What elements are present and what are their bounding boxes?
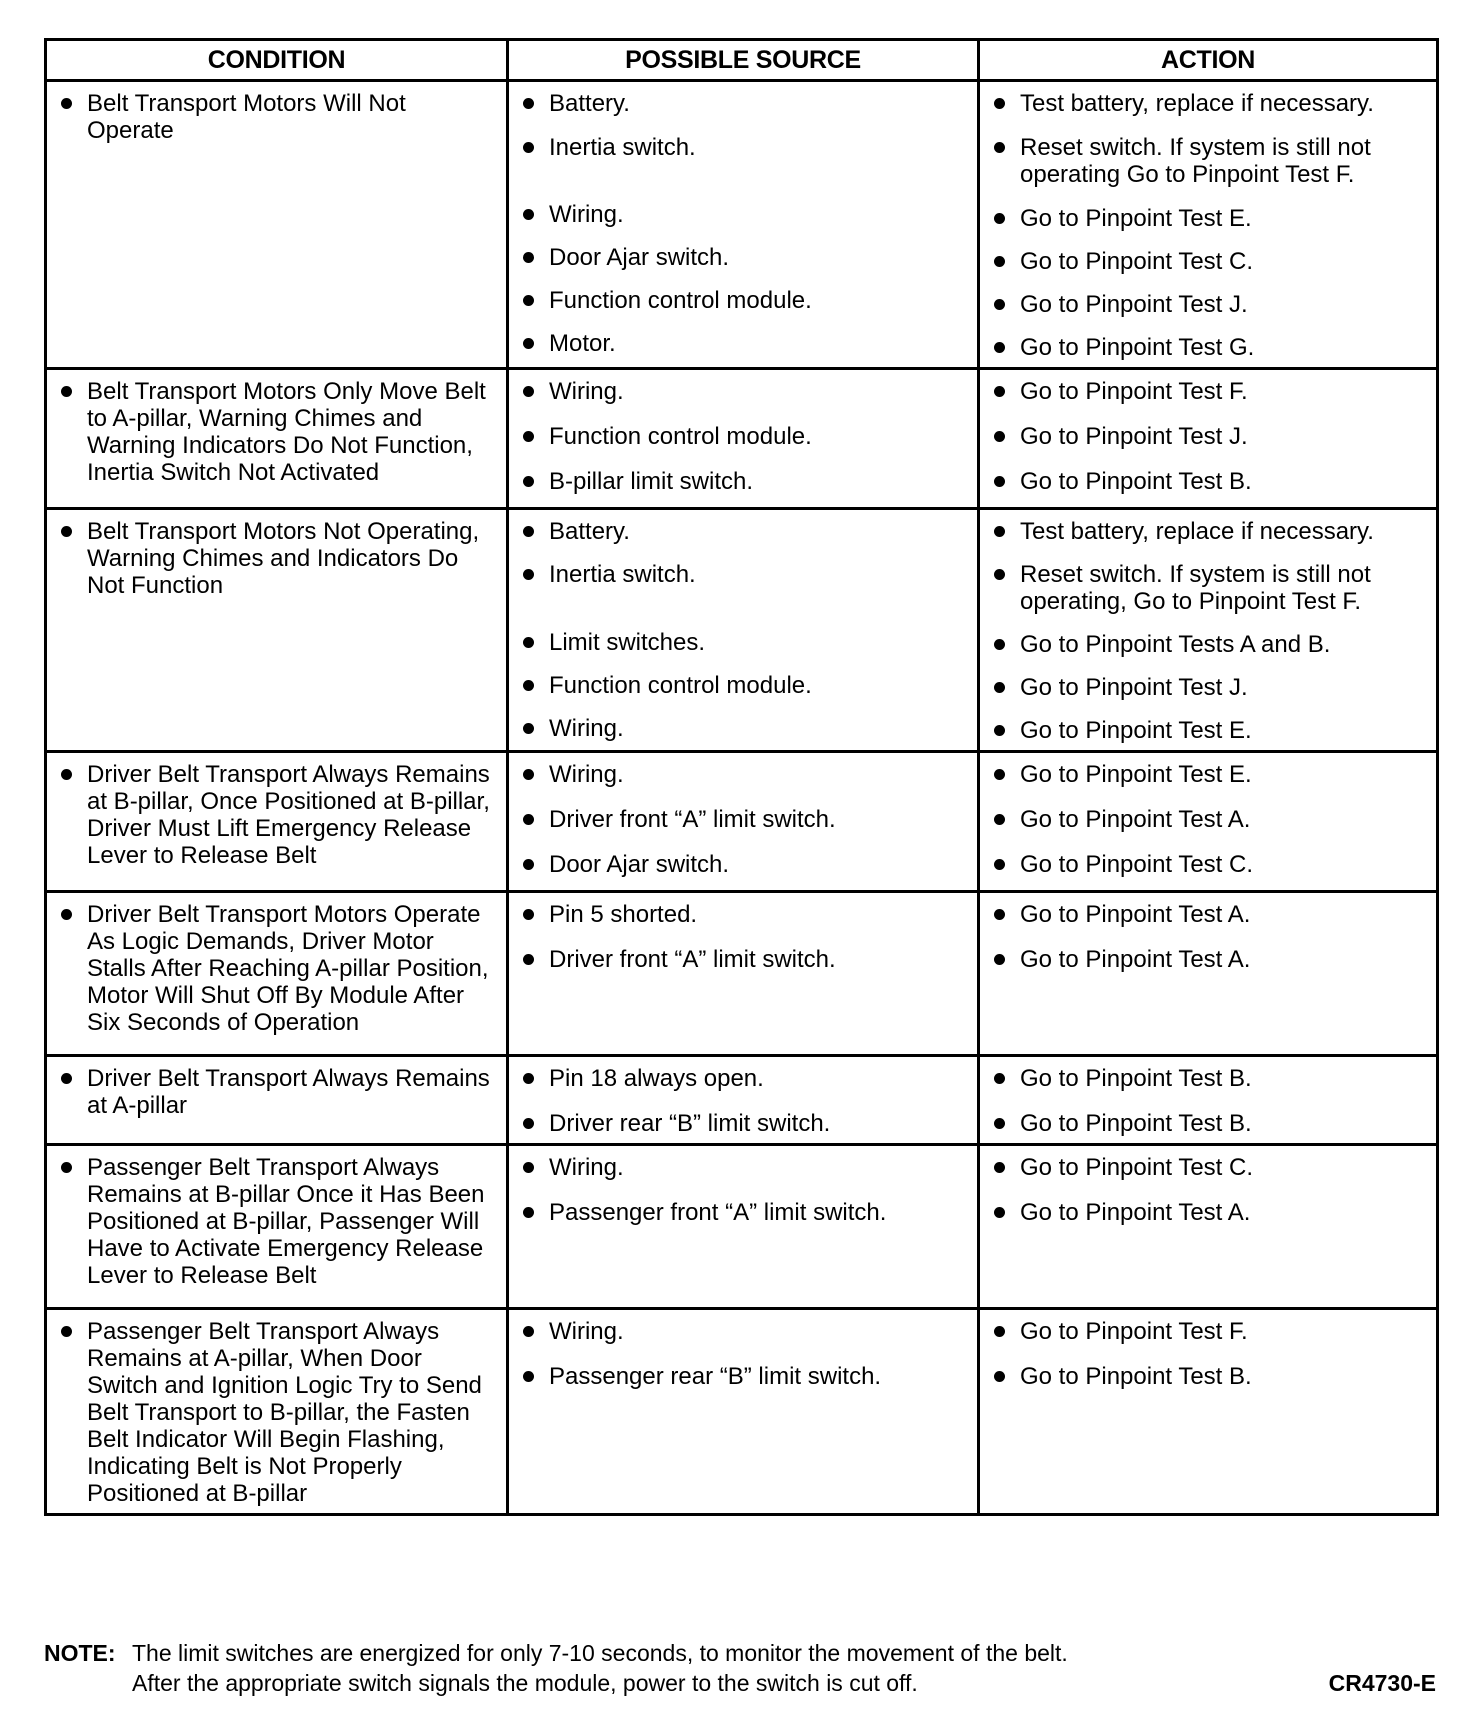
- header-possible-source: POSSIBLE SOURCE: [508, 40, 979, 81]
- action-item: [990, 674, 1426, 701]
- source-item: [519, 287, 967, 314]
- source-item: [519, 518, 967, 545]
- action-cell: [979, 1309, 1438, 1515]
- condition-text: Passenger Belt Transport Always Remains at B-pillar Once it Has Been Positioned at B-pillar, Passenger Will Have to Activate Emergency Release Lever to Release Belt: [87, 1154, 485, 1289]
- source-item: [519, 1065, 967, 1092]
- condition-text: Belt Transport Motors Not Operating, Warning Chimes and Indicators Do Not Function: [87, 518, 480, 599]
- source-text: Wiring.: [549, 761, 624, 788]
- source-list: [519, 901, 967, 973]
- bullet-icon: [61, 1326, 72, 1337]
- action-text: Go to Pinpoint Test B.: [1020, 1065, 1252, 1092]
- source-text: Door Ajar switch.: [549, 244, 730, 271]
- source-text: Function control module.: [549, 672, 812, 699]
- source-list: [519, 761, 967, 878]
- bullet-icon: [994, 569, 1005, 580]
- action-item: [990, 901, 1426, 928]
- condition-cell: [46, 509, 508, 752]
- table-row: [46, 1145, 1438, 1309]
- bullet-icon: [994, 1162, 1005, 1173]
- condition-cell: [46, 752, 508, 892]
- bullet-icon: [994, 769, 1005, 780]
- condition-item: [57, 1154, 496, 1289]
- action-text: Go to Pinpoint Test F.: [1020, 378, 1248, 405]
- source-text: Wiring.: [549, 1318, 624, 1345]
- bullet-icon: [523, 526, 534, 537]
- source-item: [519, 851, 967, 878]
- condition-text: Belt Transport Motors Only Move Belt to A-pillar, Warning Chimes and Warning Indicators Do Not Function, Inertia Switch Not Activated: [87, 378, 486, 486]
- action-item: [990, 1065, 1426, 1092]
- action-text: Go to Pinpoint Test F.: [1020, 1318, 1248, 1345]
- action-cell: [979, 1056, 1438, 1145]
- action-item: [990, 423, 1426, 450]
- condition-cell: [46, 81, 508, 369]
- condition-item: [57, 90, 496, 144]
- source-item: [519, 901, 967, 928]
- source-item: [519, 629, 967, 656]
- bullet-icon: [523, 142, 534, 153]
- source-text: Passenger rear “B” limit switch.: [549, 1363, 882, 1390]
- bullet-icon: [994, 859, 1005, 870]
- bullet-icon: [994, 682, 1005, 693]
- action-list: [990, 1318, 1426, 1390]
- source-item: [519, 201, 967, 228]
- action-list: [990, 901, 1426, 973]
- source-item: [519, 90, 967, 117]
- action-text: Go to Pinpoint Test J.: [1020, 291, 1248, 318]
- action-list: [990, 518, 1426, 744]
- condition-text: Driver Belt Transport Always Remains at B-pillar, Once Positioned at B-pillar, Driver Must Lift Emergency Release Lever to Release Belt: [87, 761, 490, 869]
- source-text: Inertia switch.: [549, 561, 696, 588]
- note-line-1: The limit switches are energized for only 7-10 seconds, to monitor the movement of the belt.: [132, 1640, 1068, 1666]
- bullet-icon: [994, 814, 1005, 825]
- source-text: Wiring.: [549, 1154, 624, 1181]
- source-cell: [508, 1309, 979, 1515]
- action-text: Test battery, replace if necessary.: [1020, 518, 1374, 545]
- action-cell: [979, 81, 1438, 369]
- source-text: Motor.: [549, 330, 616, 357]
- bullet-icon: [523, 723, 534, 734]
- action-item: [990, 1110, 1426, 1137]
- source-text: Battery.: [549, 90, 630, 117]
- figure-code: CR4730-E: [1328, 1670, 1436, 1696]
- source-text: Battery.: [549, 518, 630, 545]
- action-item: [990, 1363, 1426, 1390]
- action-text: Go to Pinpoint Test B.: [1020, 468, 1252, 495]
- source-cell: [508, 369, 979, 509]
- bullet-icon: [523, 98, 534, 109]
- source-text: Driver rear “B” limit switch.: [549, 1110, 831, 1137]
- bullet-icon: [994, 1073, 1005, 1084]
- bullet-icon: [994, 142, 1005, 153]
- source-item: [519, 761, 967, 788]
- bullet-icon: [994, 213, 1005, 224]
- bullet-icon: [994, 476, 1005, 487]
- source-text: Wiring.: [549, 378, 624, 405]
- condition-item: [57, 1065, 496, 1119]
- source-list: [519, 378, 967, 495]
- bullet-icon: [523, 431, 534, 442]
- bullet-icon: [994, 299, 1005, 310]
- source-text: B-pillar limit switch.: [549, 468, 754, 495]
- action-item: [990, 761, 1426, 788]
- source-text: Function control module.: [549, 423, 812, 450]
- action-item: [990, 134, 1426, 188]
- action-text: Go to Pinpoint Test A.: [1020, 806, 1251, 833]
- condition-item: [57, 761, 496, 869]
- bullet-icon: [61, 526, 72, 537]
- action-item: [990, 851, 1426, 878]
- bullet-icon: [994, 256, 1005, 267]
- table-row: [46, 1056, 1438, 1145]
- action-text: Go to Pinpoint Test C.: [1020, 1154, 1254, 1181]
- bullet-icon: [523, 1326, 534, 1337]
- action-item: [990, 334, 1426, 361]
- bullet-icon: [523, 1118, 534, 1129]
- source-item: [519, 468, 967, 495]
- bullet-icon: [523, 680, 534, 691]
- condition-item: [57, 518, 496, 599]
- source-list: [519, 1318, 967, 1390]
- bullet-icon: [523, 209, 534, 220]
- source-cell: [508, 1145, 979, 1309]
- bullet-icon: [523, 1207, 534, 1218]
- diagnosis-chart: [44, 38, 1436, 1516]
- condition-cell: [46, 1145, 508, 1309]
- source-cell: [508, 752, 979, 892]
- note-label: NOTE:: [44, 1640, 116, 1666]
- bullet-icon: [523, 859, 534, 870]
- condition-list: [57, 518, 496, 599]
- action-text: Go to Pinpoint Test C.: [1020, 248, 1254, 275]
- bullet-icon: [523, 909, 534, 920]
- bullet-icon: [523, 252, 534, 263]
- bullet-icon: [523, 769, 534, 780]
- bullet-icon: [61, 769, 72, 780]
- action-text: Go to Pinpoint Test J.: [1020, 674, 1248, 701]
- action-item: [990, 378, 1426, 405]
- bullet-icon: [994, 431, 1005, 442]
- action-text: Go to Pinpoint Test E.: [1020, 205, 1252, 232]
- condition-cell: [46, 892, 508, 1056]
- action-cell: [979, 1145, 1438, 1309]
- table-body: [46, 81, 1438, 1515]
- action-text: Go to Pinpoint Test G.: [1020, 334, 1255, 361]
- condition-list: [57, 90, 496, 144]
- bullet-icon: [61, 909, 72, 920]
- table-row: [46, 1309, 1438, 1515]
- condition-item: [57, 1318, 496, 1507]
- action-list: [990, 378, 1426, 495]
- condition-cell: [46, 1056, 508, 1145]
- source-text: Wiring.: [549, 715, 624, 742]
- action-text: Go to Pinpoint Test B.: [1020, 1110, 1252, 1137]
- action-text: Go to Pinpoint Tests A and B.: [1020, 631, 1331, 658]
- action-item: [990, 946, 1426, 973]
- source-text: Pin 5 shorted.: [549, 901, 698, 928]
- action-item: [990, 1154, 1426, 1181]
- action-cell: [979, 752, 1438, 892]
- bullet-icon: [994, 725, 1005, 736]
- action-item: [990, 291, 1426, 318]
- source-text: Driver front “A” limit switch.: [549, 806, 836, 833]
- table-row: [46, 892, 1438, 1056]
- source-text: Limit switches.: [549, 629, 706, 656]
- action-text: Go to Pinpoint Test C.: [1020, 851, 1254, 878]
- bullet-icon: [61, 1162, 72, 1173]
- bullet-icon: [994, 1207, 1005, 1218]
- bullet-icon: [523, 814, 534, 825]
- action-text: Go to Pinpoint Test A.: [1020, 1199, 1251, 1226]
- action-item: [990, 806, 1426, 833]
- bullet-icon: [61, 386, 72, 397]
- condition-cell: [46, 1309, 508, 1515]
- source-item: [519, 1199, 967, 1226]
- header-action: ACTION: [979, 40, 1438, 81]
- table-row: [46, 752, 1438, 892]
- action-text: Go to Pinpoint Test E.: [1020, 717, 1252, 744]
- action-item: [990, 248, 1426, 275]
- action-cell: [979, 369, 1438, 509]
- bullet-icon: [994, 1371, 1005, 1382]
- source-cell: [508, 892, 979, 1056]
- source-list: [519, 90, 967, 357]
- condition-list: [57, 901, 496, 1036]
- source-list: [519, 1065, 967, 1137]
- action-list: [990, 761, 1426, 878]
- source-item: [519, 423, 967, 450]
- source-text: Inertia switch.: [549, 134, 696, 161]
- source-item: [519, 946, 967, 973]
- source-text: Passenger front “A” limit switch.: [549, 1199, 887, 1226]
- source-text: Driver front “A” limit switch.: [549, 946, 836, 973]
- source-item: [519, 1318, 967, 1345]
- bullet-icon: [523, 1162, 534, 1173]
- action-text: Reset switch. If system is still not operating Go to Pinpoint Test F.: [1020, 134, 1371, 188]
- diagnosis-table: [44, 38, 1439, 1516]
- bullet-icon: [994, 909, 1005, 920]
- action-item: [990, 205, 1426, 232]
- bullet-icon: [523, 1073, 534, 1084]
- source-item: [519, 1154, 967, 1181]
- source-item: [519, 1110, 967, 1137]
- action-text: Go to Pinpoint Test E.: [1020, 761, 1252, 788]
- action-item: [990, 90, 1426, 117]
- bullet-icon: [523, 637, 534, 648]
- bullet-icon: [523, 338, 534, 349]
- action-text: Reset switch. If system is still not operating, Go to Pinpoint Test F.: [1020, 561, 1371, 615]
- bullet-icon: [61, 1073, 72, 1084]
- condition-item: [57, 901, 496, 1036]
- source-text: Pin 18 always open.: [549, 1065, 764, 1092]
- action-list: [990, 1065, 1426, 1137]
- bullet-icon: [523, 386, 534, 397]
- bullet-icon: [994, 954, 1005, 965]
- source-item: [519, 715, 967, 742]
- action-item: [990, 717, 1426, 744]
- source-item: [519, 1363, 967, 1390]
- table-row: [46, 369, 1438, 509]
- source-item: [519, 330, 967, 357]
- source-cell: [508, 81, 979, 369]
- action-text: Go to Pinpoint Test A.: [1020, 946, 1251, 973]
- header-condition: CONDITION: [46, 40, 508, 81]
- action-item: [990, 631, 1426, 658]
- bullet-icon: [61, 98, 72, 109]
- condition-text: Passenger Belt Transport Always Remains at A-pillar, When Door Switch and Ignition Logic Try to Send Belt Transport to B-pillar, the Fasten Belt Indicator Will Begin Flashing, Indicating Belt is Not Properly Positioned at B-pillar: [87, 1318, 482, 1507]
- condition-list: [57, 1154, 496, 1289]
- source-item: [519, 378, 967, 405]
- bullet-icon: [523, 954, 534, 965]
- bullet-icon: [523, 569, 534, 580]
- note-line-2: After the appropriate switch signals the module, power to the switch is cut off.: [132, 1670, 918, 1696]
- action-cell: [979, 892, 1438, 1056]
- action-item: [990, 518, 1426, 545]
- action-list: [990, 90, 1426, 361]
- source-item: [519, 134, 967, 161]
- action-cell: [979, 509, 1438, 752]
- condition-text: Driver Belt Transport Motors Operate As Logic Demands, Driver Motor Stalls After Reaching A-pillar Position, Motor Will Shut Off By Module After Six Seconds of Operation: [87, 901, 489, 1036]
- condition-text: Belt Transport Motors Will Not Operate: [87, 90, 406, 144]
- condition-list: [57, 1065, 496, 1119]
- header-row: [46, 40, 1438, 81]
- action-text: Go to Pinpoint Test B.: [1020, 1363, 1252, 1390]
- source-item: [519, 561, 967, 588]
- bullet-icon: [994, 386, 1005, 397]
- source-text: Function control module.: [549, 287, 812, 314]
- action-text: Go to Pinpoint Test A.: [1020, 901, 1251, 928]
- table-row: [46, 81, 1438, 369]
- action-text: Test battery, replace if necessary.: [1020, 90, 1374, 117]
- bullet-icon: [523, 1371, 534, 1382]
- bullet-icon: [523, 295, 534, 306]
- condition-list: [57, 1318, 496, 1507]
- bullet-icon: [994, 98, 1005, 109]
- condition-text: Driver Belt Transport Always Remains at A-pillar: [87, 1065, 490, 1119]
- action-list: [990, 1154, 1426, 1226]
- condition-list: [57, 761, 496, 869]
- source-cell: [508, 1056, 979, 1145]
- action-item: [990, 1318, 1426, 1345]
- source-item: [519, 806, 967, 833]
- condition-item: [57, 378, 496, 486]
- source-item: [519, 244, 967, 271]
- action-item: [990, 1199, 1426, 1226]
- bullet-icon: [994, 1118, 1005, 1129]
- action-text: Go to Pinpoint Test J.: [1020, 423, 1248, 450]
- table-row: [46, 509, 1438, 752]
- source-text: Door Ajar switch.: [549, 851, 730, 878]
- source-list: [519, 518, 967, 742]
- action-item: [990, 561, 1426, 615]
- action-item: [990, 468, 1426, 495]
- bullet-icon: [994, 639, 1005, 650]
- source-text: Wiring.: [549, 201, 624, 228]
- bullet-icon: [994, 526, 1005, 537]
- condition-list: [57, 378, 496, 486]
- source-cell: [508, 509, 979, 752]
- condition-cell: [46, 369, 508, 509]
- bullet-icon: [994, 342, 1005, 353]
- bullet-icon: [994, 1326, 1005, 1337]
- source-list: [519, 1154, 967, 1226]
- bullet-icon: [523, 476, 534, 487]
- source-item: [519, 672, 967, 699]
